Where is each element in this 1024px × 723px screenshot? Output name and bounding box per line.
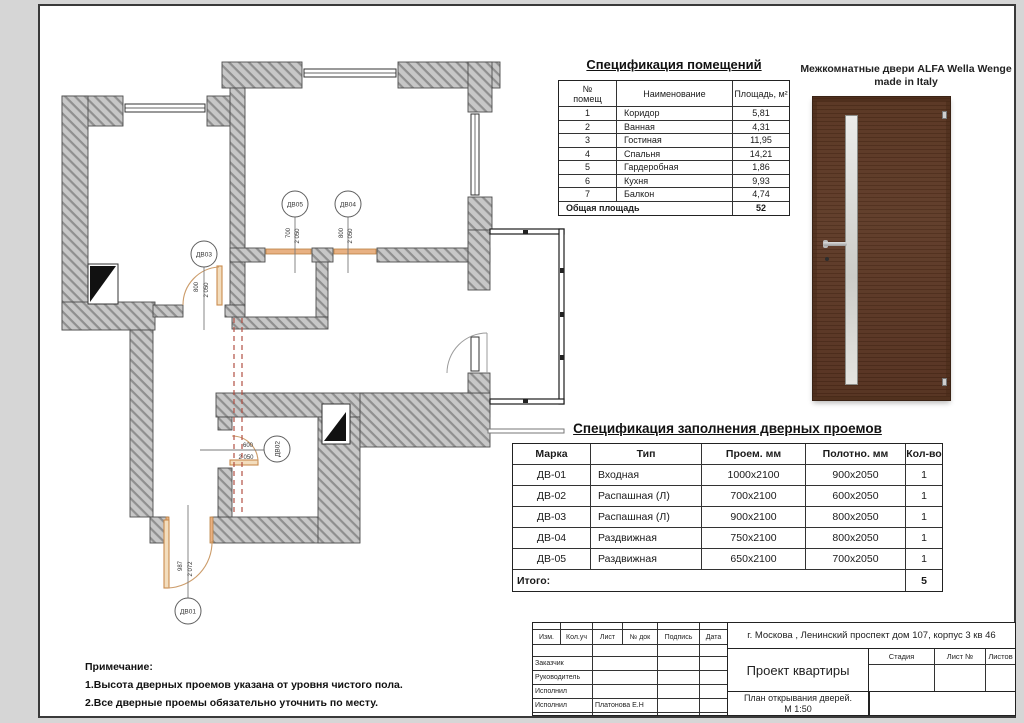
wall-segment (468, 62, 492, 112)
wall-segment (230, 88, 245, 305)
mullion (560, 268, 564, 273)
cell: 700х2050 (806, 549, 906, 570)
cell: Гардеробная (617, 161, 733, 175)
title-block-right (728, 623, 1015, 715)
col-header: Проем. мм (702, 444, 806, 465)
cell: 1 (906, 465, 942, 486)
door-label-db05: ДВ05 (287, 201, 303, 209)
project-address: г. Москова , Ленинский проспект дом 107, корпус 3 кв 46 (728, 623, 1015, 649)
cell: 800х2050 (806, 528, 906, 549)
cell: ДВ-03 (513, 507, 591, 528)
door-sill (334, 249, 376, 254)
door-photo-caption (793, 63, 1019, 89)
door-arc-db03 (183, 267, 219, 305)
sheets-label: Листов (988, 652, 1013, 661)
cell: Входная (591, 465, 702, 486)
dim-text: 2 050 (295, 228, 301, 244)
door-label-db03: ДВ03 (196, 251, 212, 259)
col-header: № помещ (559, 81, 617, 107)
wall-segment (468, 197, 492, 230)
col-header: Тип (591, 444, 702, 465)
title-block (532, 622, 1016, 716)
caption-line: Межкомнатные двери ALFA Wella Wenge (800, 63, 1012, 75)
cell: 11,95 (733, 134, 789, 148)
wall-segment (218, 468, 232, 517)
stamp-col-header: Кол.уч (561, 630, 593, 644)
door-glass-insert (845, 115, 858, 385)
door-hinge (942, 378, 947, 386)
notes-block (85, 658, 435, 712)
cell: Гостиная (617, 134, 733, 148)
wall-segment (232, 317, 328, 329)
wall-segment (360, 393, 490, 447)
mullion (560, 312, 564, 317)
cell: 1 (559, 107, 617, 121)
plan-walls (62, 62, 500, 543)
project-title: Проект квартиры (728, 649, 869, 691)
cell: Ванная (617, 121, 733, 135)
note-line: 2.Все дверные проемы обязательно уточнить по месту. (85, 697, 379, 709)
cell: 4,31 (733, 121, 789, 135)
sheet-label: Лист № (935, 649, 986, 664)
wall-segment (468, 373, 490, 393)
cell: 1 (906, 528, 942, 549)
door-photo (813, 97, 950, 400)
balcony (488, 229, 564, 433)
wall-segment (222, 62, 302, 88)
cell: Распашная (Л) (591, 486, 702, 507)
stamp-col-header: Изм. (533, 630, 561, 644)
stamp-col-header: № док (623, 630, 658, 644)
cell: 1,86 (733, 161, 789, 175)
cell: 5 (559, 161, 617, 175)
stamp-empty-box (869, 692, 1015, 715)
cell: 700х2100 (702, 486, 806, 507)
door-label-db01: ДВ01 (180, 608, 196, 616)
room-spec-table (558, 57, 790, 216)
wall-segment (62, 96, 88, 330)
cell: 7 (559, 188, 617, 202)
dim-text: 700 (286, 227, 292, 239)
door-hinge (942, 111, 947, 119)
wall-segment (62, 302, 155, 330)
col-header: Площадь, м² (733, 81, 789, 107)
stamp-col-header: Дата (705, 633, 722, 641)
dim-text: 2 072 (188, 561, 194, 577)
cell: 1 (906, 549, 942, 570)
cell: 650х2100 (702, 549, 806, 570)
cell: 600х2050 (806, 486, 906, 507)
door-arc-balcony (447, 333, 487, 373)
cell: 2 (559, 121, 617, 135)
total-label: Общая площадь (559, 202, 733, 216)
dim-text: 2 050 (238, 455, 254, 461)
executor-name: Платонова Е.Н (593, 699, 658, 712)
cell: 1 (906, 486, 942, 507)
wall-segment (218, 417, 232, 430)
window (471, 337, 479, 371)
cell: 1 (906, 507, 942, 528)
dim-text: 2 050 (348, 228, 354, 244)
cell: Спальня (617, 148, 733, 162)
wall-segment (130, 330, 153, 517)
stamp-row-label: Заказчик (533, 657, 593, 670)
door-leaf-db01 (164, 520, 169, 588)
stamp-row-label: Исполнил (533, 685, 593, 698)
wall-segment (316, 262, 328, 317)
wall-segment (230, 248, 265, 262)
door-sill (266, 249, 311, 254)
caption-line: made in Italy (874, 76, 938, 88)
drawing-scale: М 1:50 (784, 703, 812, 714)
stamp-col-header: Подпись (658, 630, 700, 644)
cell: 750х2100 (702, 528, 806, 549)
door-handle (823, 242, 847, 246)
door-label-db02: ДВ02 (274, 441, 282, 457)
door-keyhole (825, 257, 829, 261)
cell: 4,74 (733, 188, 789, 202)
drawing-title-line: План открывания дверей. (743, 692, 853, 703)
cell: Коридор (617, 107, 733, 121)
wall-segment (225, 305, 245, 317)
total-value: 5 (921, 574, 927, 587)
cell: 1000х2100 (702, 465, 806, 486)
cell: 900х2050 (806, 465, 906, 486)
title-block-left (533, 623, 728, 715)
cell: 14,21 (733, 148, 789, 162)
cell: Балкон (617, 188, 733, 202)
door-spec-title: Спецификация заполнения дверных проемов (573, 421, 882, 436)
door-spec-table (512, 421, 943, 592)
dim-text: 987 (178, 560, 184, 572)
cell: Раздвижная (591, 549, 702, 570)
cell: 900х2100 (702, 507, 806, 528)
stamp-row-label: Руководитель (533, 671, 593, 684)
wall-segment (153, 305, 183, 317)
door-label-db04: ДВ04 (340, 201, 356, 209)
door-leaf-db03 (217, 266, 222, 305)
room-spec-title: Спецификация помещений (586, 57, 762, 72)
total-label: Итого: (513, 570, 906, 591)
door-jamb (210, 517, 213, 543)
mullion (523, 230, 528, 234)
total-value: 52 (755, 203, 766, 214)
stamp-row-label: Исполнил (533, 699, 593, 712)
col-header: Наименование (617, 81, 733, 107)
wall-segment (468, 230, 490, 290)
col-header: Полотно. мм (806, 444, 906, 465)
notes-title: Примечание: (85, 661, 153, 673)
cell: ДВ-02 (513, 486, 591, 507)
stamp-col-header: Лист (593, 630, 623, 644)
cell: 4 (559, 148, 617, 162)
cell: Кухня (617, 175, 733, 189)
cell: ДВ-05 (513, 549, 591, 570)
cell: Распашная (Л) (591, 507, 702, 528)
cell: 9,93 (733, 175, 789, 189)
dim-text: 600 (242, 443, 254, 449)
cell: 5,81 (733, 107, 789, 121)
col-header: Марка (513, 444, 591, 465)
cell: 800х2050 (806, 507, 906, 528)
dim-text: 2 050 (204, 282, 210, 298)
mullion (523, 399, 528, 403)
mullion (560, 355, 564, 360)
cell: ДВ-04 (513, 528, 591, 549)
dim-text: 800 (194, 281, 200, 293)
drawing-title (728, 692, 869, 715)
dim-text: 800 (339, 227, 345, 239)
col-header: Кол-во (906, 444, 942, 465)
cell: 3 (559, 134, 617, 148)
wall-segment (312, 248, 333, 262)
cell: Раздвижная (591, 528, 702, 549)
note-line: 1.Высота дверных проемов указана от уровня чистого пола. (85, 679, 403, 691)
stage-label: Стадия (869, 649, 935, 664)
cell: ДВ-01 (513, 465, 591, 486)
cell: 6 (559, 175, 617, 189)
